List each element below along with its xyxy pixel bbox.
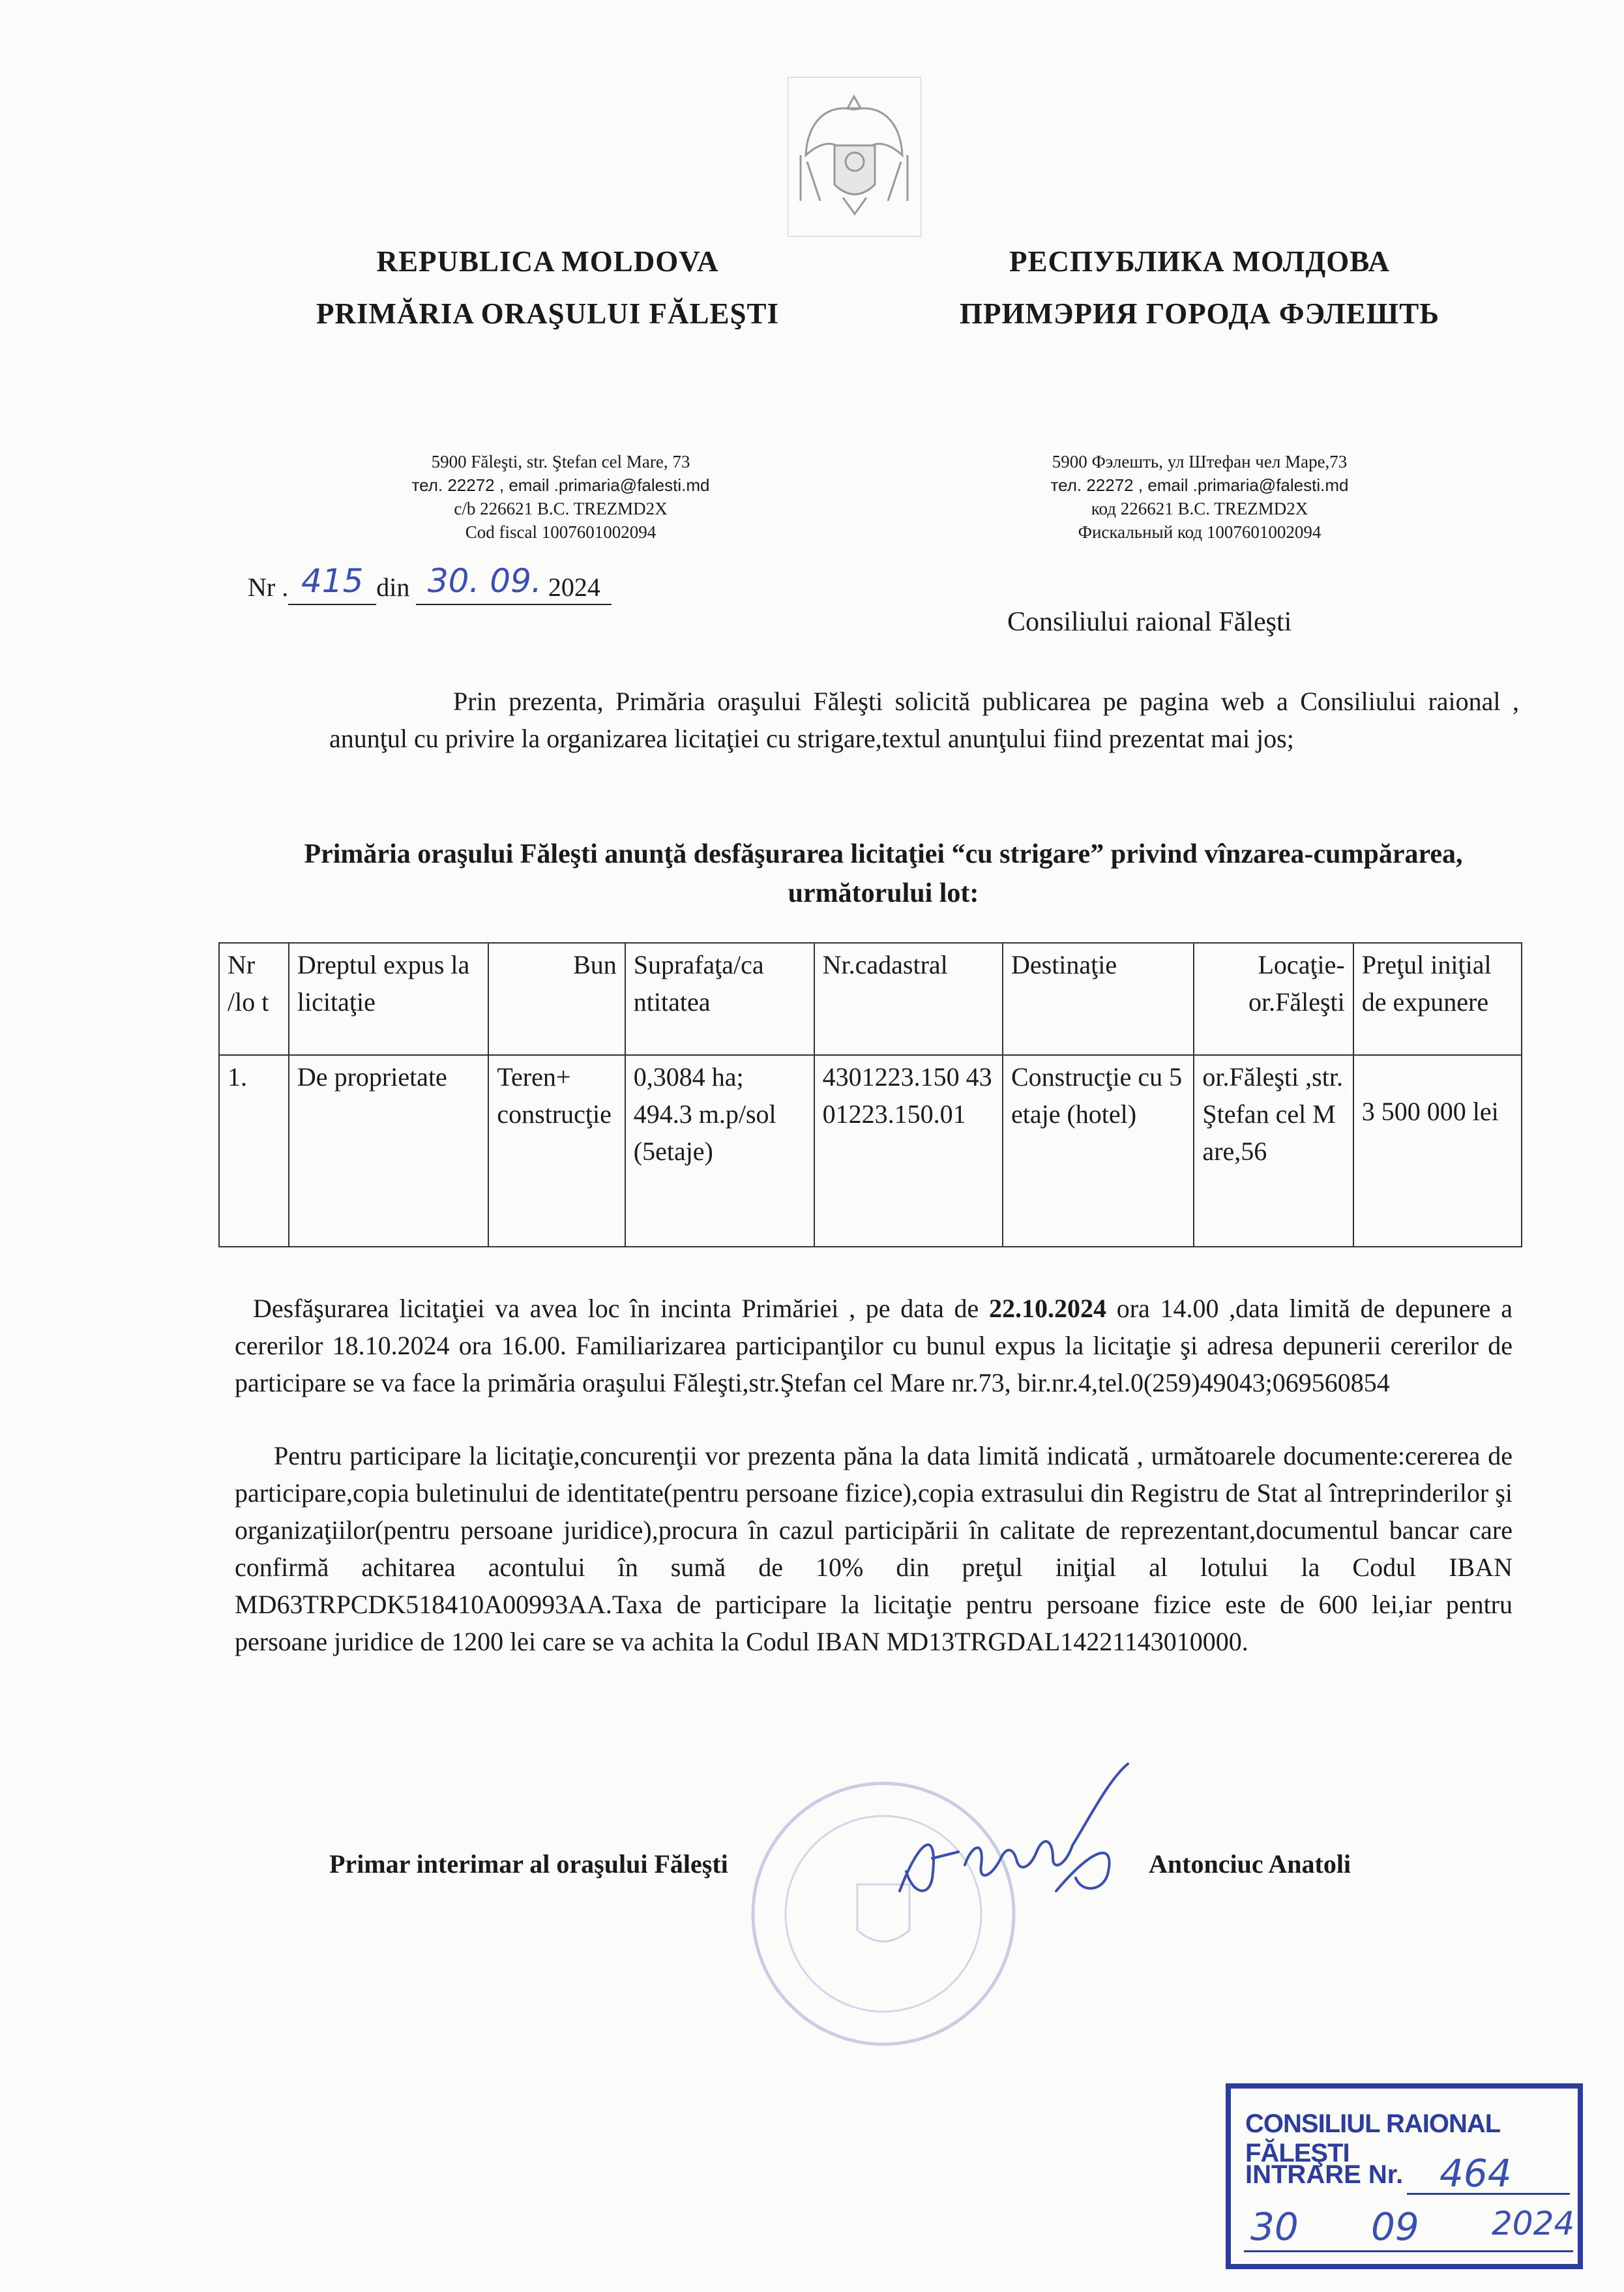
paragraph1-part-b: ora 14.00 ,data limită de depunere a cererilor 18.10.2024 ora 16.00. Familiarizarea participanţilor cu bunul expus la licitaţie şi adresa depunerii cererilor de participare se va face la primăria oraşului Făleşti,str.Ştefan cel Mare nr.73, bir.nr.4,tel.0(259)49043;069560854 xyxy=(235,1294,1513,1397)
cell-locatie: or.Făleşti ,str.Ştefan cel Mare,56 xyxy=(1194,1055,1353,1247)
stamp-day: 30 xyxy=(1250,2205,1299,2249)
handwritten-signature xyxy=(893,1761,1180,1930)
header-nr-lot: Nr /lo t xyxy=(219,943,289,1055)
lot-table xyxy=(218,942,1522,1247)
address-left xyxy=(287,450,834,544)
address-left-line1: 5900 Făleşti, str. Ştefan cel Mare, 73 xyxy=(431,452,690,471)
paragraph-auction-details xyxy=(235,1290,1513,1401)
address-left-line2: тел. 22272 , email .primaria@falesti.md xyxy=(411,475,710,495)
stamp-number: 464 xyxy=(1439,2151,1512,2195)
address-right-line4: Фискальный код 1007601002094 xyxy=(1078,522,1321,542)
header-right-line1: РЕСПУБЛИКА МОЛДОВА xyxy=(1009,245,1390,278)
paragraph-documents xyxy=(235,1437,1513,1660)
address-right xyxy=(913,450,1486,544)
stamp-month: 09 xyxy=(1371,2205,1419,2249)
auction-date: 22.10.2024 xyxy=(989,1294,1107,1323)
paragraph2-text: Pentru participare la licitaţie,concurenţii vor prezenta păna la data limită indicată , următoarele documente:cererea de participare,copia buletinului de identitate(pentru persoane fizice),copia extrasului din Registru de Stat al întreprinderilor şi organizaţiilor(pentru persoane juridice),procura în cazul participării în calitate de reprezentant,documentul bancar care confirmă achitarea acontului în sumă de 10% din preţul iniţial al lotului la Codul IBAN MD63TRPCDK518410A00993AA.Taxa de participare la licitaţie pentru persoane fizice este de 600 lei,iar pentru persoane juridice de 1200 lei care se va achita la Codul IBAN MD13TRGDAL14221143010000. xyxy=(235,1441,1513,1656)
reference-line xyxy=(248,562,612,605)
header-suprafata: Suprafaţa/ca ntitatea xyxy=(625,943,814,1055)
header-locatie: Locaţie-or.Făleşti xyxy=(1194,943,1353,1055)
header-left-line2: PRIMĂRIA ORAŞULUI FĂLEŞTI xyxy=(316,297,780,330)
cell-nr-cadastral: 4301223.150 4301223.150.01 xyxy=(814,1055,1003,1247)
paragraph1-part-a: Desfăşurarea licitaţiei va avea loc în incinta Primăriei , pe data de xyxy=(253,1294,990,1323)
intro-text: Prin prezenta, Primăria oraşului Făleşti solicită publicarea pe pagina web a Consiliului raional , anunţul cu privire la organizarea licitaţiei cu strigare,textul anunţului fiind prezentat mai jos; xyxy=(329,687,1519,753)
stamp-line1: CONSILIUL RAIONAL FĂLEŞTI xyxy=(1245,2109,1500,2167)
cell-bun: Teren+ construcţie xyxy=(488,1055,625,1247)
header-right-line2: ПРИМЭРИЯ ГОРОДА ФЭЛЕШТЬ xyxy=(960,297,1439,330)
signature-title: Primar interimar al oraşului Făleşti xyxy=(329,1849,728,1879)
coat-of-arms-emblem xyxy=(788,77,921,237)
date-value: 30. 09. xyxy=(427,562,542,600)
year-value: 2024 xyxy=(548,573,600,602)
address-right-line2: тел. 22272 , email .primaria@falesti.md xyxy=(1050,475,1349,495)
nr-value-field xyxy=(288,562,376,605)
cell-dreptul: De proprietate xyxy=(289,1055,488,1247)
registration-stamp xyxy=(1226,2083,1583,2269)
header-dreptul: Dreptul expus la licitaţie xyxy=(289,943,488,1055)
address-left-line3: c/b 226621 B.C. TREZMD2X xyxy=(454,499,668,518)
signatory-name: Antonciuc Anatoli xyxy=(1149,1849,1351,1879)
table-header-row xyxy=(219,943,1522,1055)
table-row xyxy=(219,1055,1522,1247)
header-pretul: Preţul iniţial de expunere xyxy=(1353,943,1522,1055)
address-right-line1: 5900 Фэлешть, ул Штефан чел Маре,73 xyxy=(1052,452,1348,471)
din-label: din xyxy=(376,573,410,602)
header-bun: Bun xyxy=(488,943,625,1055)
header-destinatie: Destinaţie xyxy=(1003,943,1194,1055)
recipient: Consiliului raional Făleşti xyxy=(1007,607,1292,637)
announcement-title: Primăria oraşului Făleşti anunţă desfăşurarea licitaţiei “cu strigare” privind vînzarea-cumpărarea, următorului lot: xyxy=(304,839,1463,908)
stamp-line2: INTRARE Nr. xyxy=(1245,2160,1404,2189)
date-field xyxy=(416,562,612,605)
header-left-line1: REPUBLICA MOLDOVA xyxy=(376,245,719,278)
header-nr-cadastral: Nr.cadastral xyxy=(814,943,1003,1055)
cell-destinatie: Construcţie cu 5 etaje (hotel) xyxy=(1003,1055,1194,1247)
intro-paragraph xyxy=(329,683,1519,757)
cell-suprafata: 0,3084 ha; 494.3 m.p/sol (5etaje) xyxy=(625,1055,814,1247)
nr-value: 415 xyxy=(301,562,364,600)
stamp-year: 2024 xyxy=(1492,2205,1575,2242)
cell-nr: 1. xyxy=(219,1055,289,1247)
address-left-line4: Cod fiscal 1007601002094 xyxy=(465,522,657,542)
cell-pretul: 3 500 000 lei xyxy=(1353,1055,1522,1247)
nr-label: Nr . xyxy=(248,573,289,602)
address-right-line3: код 226621 B.C. TREZMD2X xyxy=(1091,499,1308,518)
